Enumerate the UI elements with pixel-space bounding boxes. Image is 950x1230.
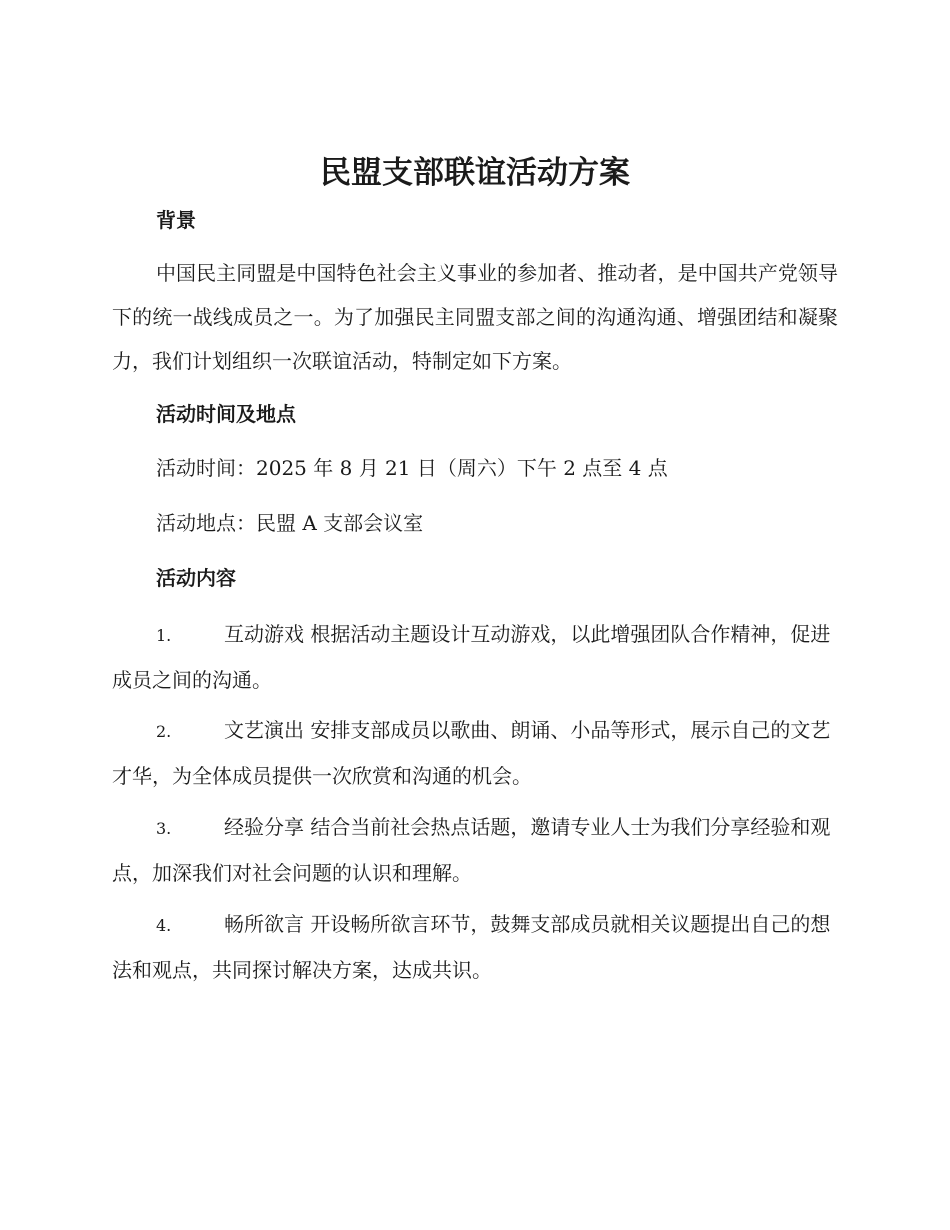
list-item-number: 3. xyxy=(156,819,172,838)
list-item xyxy=(112,612,838,702)
list-item xyxy=(112,708,838,798)
activity-time-line: 活动时间：2025 年 8 月 21 日（周六）下午 2 点至 4 点 xyxy=(156,456,668,480)
section-heading-background: 背景 xyxy=(156,208,196,232)
list-item-text: 畅所欲言 开设畅所欲言环节，鼓舞支部成员就相关议题提出自己的想法和观点，共同探讨解决方案，达成共识。 xyxy=(112,912,831,982)
list-item xyxy=(112,805,838,895)
list-item-text: 经验分享 结合当前社会热点话题，邀请专业人士为我们分享经验和观点，加深我们对社会问题的认识和理解。 xyxy=(112,815,831,885)
list-item-number: 4. xyxy=(156,916,172,935)
list-item-text: 文艺演出 安排支部成员以歌曲、朗诵、小品等形式，展示自己的文艺才华，为全体成员提供一次欣赏和沟通的机会。 xyxy=(112,718,831,788)
activity-place-line: 活动地点：民盟 A 支部会议室 xyxy=(156,511,424,535)
list-item-text: 互动游戏 根据活动主题设计互动游戏，以此增强团队合作精神，促进成员之间的沟通。 xyxy=(112,622,831,692)
background-paragraph: 中国民主同盟是中国特色社会主义事业的参加者、推动者，是中国共产党领导下的统一战线成员之一。为了加强民主同盟支部之间的沟通沟通、增强团结和凝聚力，我们计划组织一次联谊活动，特制定如下方案。 xyxy=(112,261,838,373)
list-item-number: 2. xyxy=(156,722,172,741)
section-heading-time-place: 活动时间及地点 xyxy=(156,402,296,426)
document-title: 民盟支部联谊活动方案 xyxy=(320,155,630,191)
list-item xyxy=(112,902,838,992)
list-item-number: 1. xyxy=(156,626,172,645)
section-heading-content: 活动内容 xyxy=(156,566,236,590)
